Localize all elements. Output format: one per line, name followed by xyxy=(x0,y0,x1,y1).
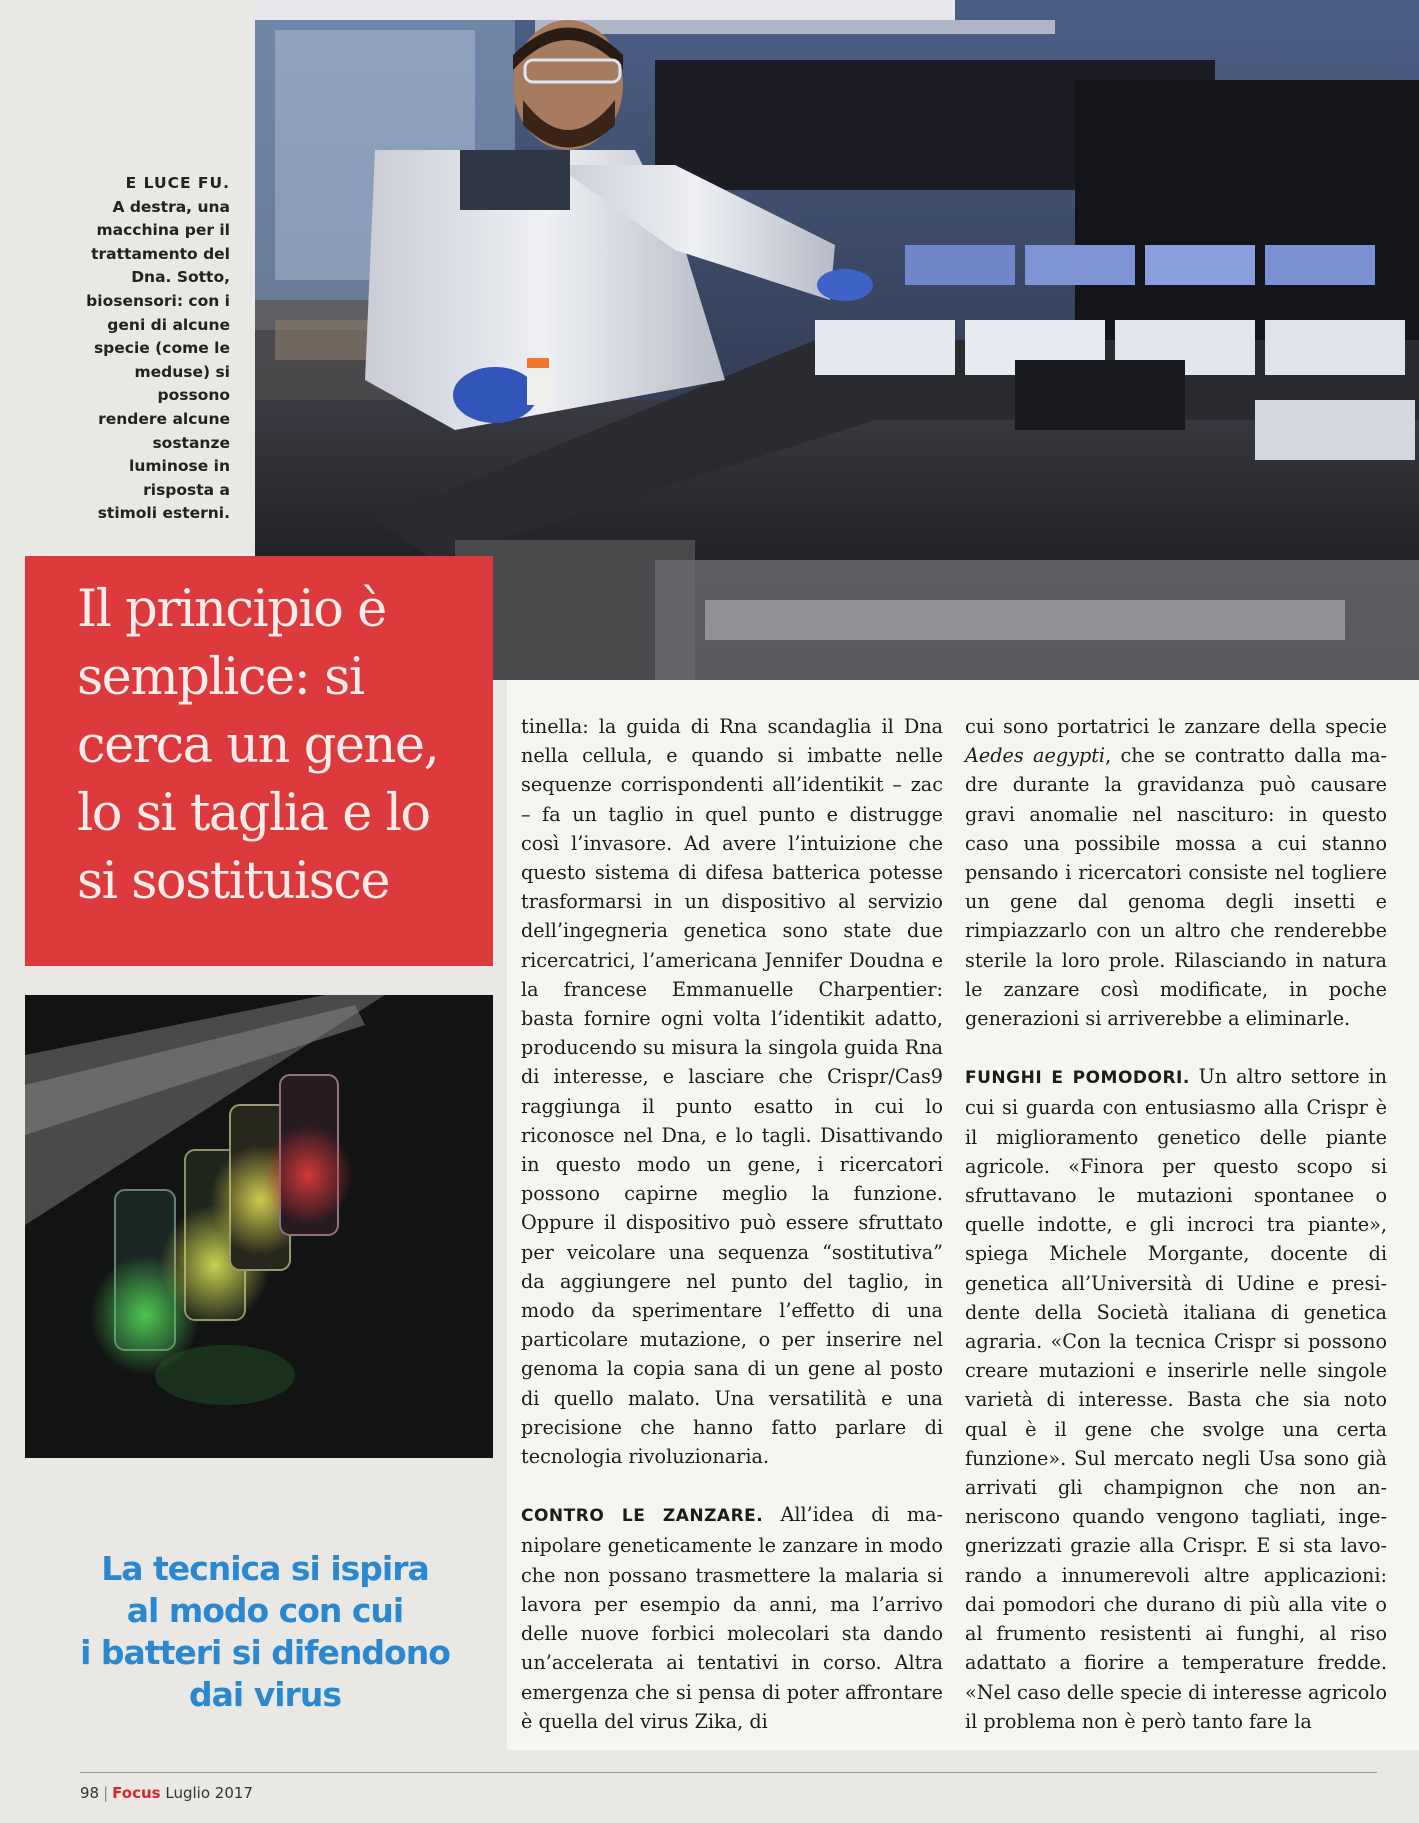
footer-separator: | xyxy=(103,1784,109,1802)
issue-date: Luglio 2017 xyxy=(165,1784,253,1802)
page-number: 98 xyxy=(80,1784,100,1802)
col2-paragraph-2-text: Un altro settore in cui si guarda con entusiasmo alla Crispr è il miglioramento genetico delle piante agricole. «Finora per questo scopo si sfruttavano le mutazioni spontanee o quelle indotte, e gli incroci tra piante», spiega Michele Morgante, docente di genetica all’Università di Udine e presidente della Società italiana di genetica agraria. «Con la tecnica Crispr si possono creare mutazioni e inserirle nelle singole varietà di interesse. Basta che sia noto qual è il gene che svolge una certa funzione». Sul mercato negli Usa sono già arrivati gli champignon che non anneriscono quando vengono tagliati, ingegnerizzati grazie alla Crispr. E si sta lavorando a innumerevoli altre applicazioni: dai pomodori che durano di più alla vite o al frumento resistenti ai funghi, al riso adattato a fiorire a temperature fredde. «Nel caso delle specie di interesse agricolo il problema non è però tanto fare la xyxy=(965,1065,1387,1733)
col1-paragraph-2 xyxy=(521,1500,943,1736)
article-column-2 xyxy=(965,712,1387,1736)
col2-paragraph-2 xyxy=(965,1062,1387,1736)
caption-title: E LUCE FU. xyxy=(125,174,230,192)
pull-quote-box xyxy=(25,556,493,966)
photo-caption xyxy=(40,172,230,526)
col2-paragraph-1-end: , che se contratto dalla madre durante la gravidanza può causare gravi anomalie nel nascituro: in questo caso una possibile mossa a cui stanno pensando i ricercatori consiste nel togliere un gene dal genoma degli insetti e rimpiazzarlo con un altro che renderebbe sterile la loro prole. Rilasciando in natura le zanzare così modificate, in poche generazioni si arriverebbe a eliminarle. xyxy=(965,744,1387,1031)
col1-paragraph-1: tinella: la guida di Rna scandaglia il Dna nella cellula, e quando si imbatte nelle sequenze corrispondenti all’identikit – zac – fa un taglio in quel punto e distrugge così l’invasore. Ad avere l’intuizione che questo sistema di difesa batterica potesse trasformarsi in un dispositivo al servizio dell’ingegneria genetica sono state due ricercatrici, l’americana Jennifer Doudna e la francese Emmanuelle Charpentier: basta fornire ogni volta l’identikit adatto, producendo su misura la singola guida Rna di interesse, e lasciare che Crispr/Cas9 raggiunga il punto esatto in cui lo riconosce nel Dna, e lo tagli. Disattivando in questo modo un gene, i ricercatori possono capirne meglio la funzione. Oppure il dispositivo può essere sfruttato per veicolare una sequenza “sostitutiva” da aggiungere nel punto del taglio, in modo da sperimentare l’effetto di una particolare mutazione, o per inserire nel genoma la copia sana di un gene al posto di quello malato. Una versatilità e una precisione che hanno fatto parlare di tecnologia rivoluzionaria. xyxy=(521,715,943,1469)
caption-body: A destra, una macchina per il trattamento del Dna. Sotto, biosensori: con i geni di alcune specie (come le meduse) si possono rendere alcune sostanze luminose in risposta a stimoli esterni. xyxy=(86,197,230,523)
section-heading-funghi: FUNGHI E POMODORI. xyxy=(965,1068,1190,1089)
magazine-name: Focus xyxy=(112,1784,161,1802)
col2-paragraph-1 xyxy=(965,712,1387,1033)
subquote: La tecnica si ispira al modo con cui i batteri si difendono dai virus xyxy=(80,1549,450,1714)
page-footer xyxy=(80,1784,253,1802)
footer-rule xyxy=(80,1772,1377,1773)
col1-paragraph-2-text: All’idea di manipolare geneticamente le zanzare in modo che non possano trasmettere la malaria si lavora per esempio da anni, ma l’arrivo delle nuove forbici molecolari sta dando un’accelerata ai tentativi in corso. Altra emergenza che si pensa di poter affrontare è quella del virus Zika, di xyxy=(521,1503,943,1733)
biosensor-photo-illustration xyxy=(25,995,493,1458)
article-column-1 xyxy=(521,712,943,1736)
col2-paragraph-1-start: cui sono portatrici le zanzare della specie xyxy=(965,715,1387,738)
section-heading-zanzare: CONTRO LE ZANZARE. xyxy=(521,1506,764,1527)
species-name: Aedes aegypti xyxy=(965,744,1106,768)
biosensor-photo xyxy=(25,995,493,1458)
pull-quote-text: Il principio è semplice: si cerca un gene, lo si taglia e lo si sostituisce xyxy=(77,580,439,911)
